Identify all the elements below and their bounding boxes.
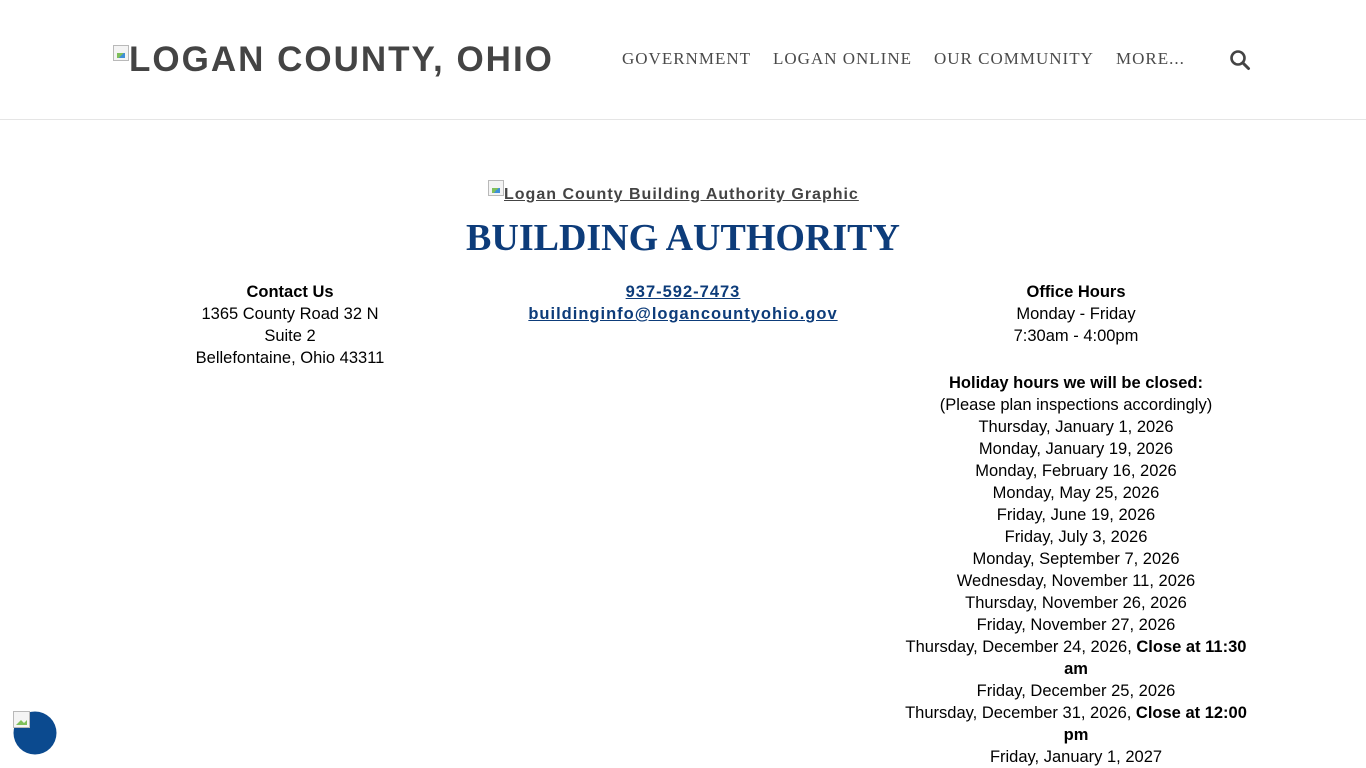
- holiday-item: Wednesday, November 11, 2026: [956, 572, 1196, 590]
- holiday-date: Thursday, December 31, 2026,: [905, 704, 1136, 722]
- office-hours-column: [896, 281, 1256, 768]
- holiday-item: Friday, November 27, 2026: [976, 616, 1176, 634]
- early-close-note: Close at 11:30 am: [1064, 638, 1247, 678]
- site-logo-link[interactable]: [113, 40, 554, 80]
- holiday-item: Friday, June 19, 2026: [996, 506, 1156, 524]
- holiday-date: Thursday, December 24, 2026,: [905, 638, 1137, 656]
- holiday-item: Friday, December 25, 2026: [976, 682, 1176, 700]
- nav-item-government[interactable]: GOVERNMENT: [622, 49, 751, 68]
- page-title: BUILDING AUTHORITY: [466, 217, 900, 259]
- address-line: Suite 2: [264, 327, 316, 345]
- phone-link[interactable]: 937-592-7473: [625, 283, 741, 301]
- building-authority-graphic-link[interactable]: [488, 180, 859, 204]
- office-hours-heading: Office Hours: [1026, 283, 1126, 301]
- office-time: 7:30am - 4:00pm: [1013, 327, 1139, 345]
- site-logo-text: LOGAN COUNTY, OHIO: [129, 40, 554, 79]
- address-line: 1365 County Road 32 N: [201, 305, 379, 323]
- phone-email-column: [483, 281, 883, 325]
- holiday-item: Thursday, November 26, 2026: [965, 594, 1187, 612]
- nav-item-more[interactable]: MORE...: [1116, 49, 1185, 68]
- holiday-item: Thursday, January 1, 2026: [978, 418, 1174, 436]
- spacer: [896, 347, 1256, 372]
- nav-item-our-community[interactable]: OUR COMMUNITY: [934, 49, 1094, 68]
- holiday-item: Monday, January 19, 2026: [978, 440, 1174, 458]
- holiday-item: Friday, July 3, 2026: [1004, 528, 1148, 546]
- early-close-note: Close at 12:00 pm: [1063, 704, 1247, 744]
- office-days: Monday - Friday: [1016, 305, 1136, 323]
- nav-item-logan-online[interactable]: LOGAN ONLINE: [773, 49, 913, 68]
- holiday-heading: Holiday hours we will be closed:: [949, 374, 1203, 392]
- holiday-item: Friday, January 1, 2027: [989, 748, 1163, 766]
- broken-image-icon: [113, 45, 129, 61]
- contact-column: [140, 281, 440, 369]
- holiday-item: Monday, February 16, 2026: [975, 462, 1177, 480]
- site-header: [0, 0, 1366, 120]
- contact-heading: Contact Us: [246, 283, 334, 301]
- building-authority-graphic-alt: Logan County Building Authority Graphic: [504, 186, 859, 203]
- address-line: Bellefontaine, Ohio 43311: [195, 349, 385, 367]
- accessibility-button[interactable]: [13, 711, 57, 755]
- broken-image-icon: [488, 180, 504, 196]
- holiday-item: Monday, May 25, 2026: [992, 484, 1160, 502]
- search-icon: [1229, 49, 1251, 71]
- search-button[interactable]: [1229, 49, 1251, 71]
- holiday-item-new-years-eve: [896, 702, 1256, 746]
- accessibility-icon: [13, 711, 57, 755]
- holiday-item-christmas-eve: [896, 636, 1256, 680]
- holiday-item: Monday, September 7, 2026: [972, 550, 1180, 568]
- holiday-note: (Please plan inspections accordingly): [939, 396, 1213, 414]
- email-link[interactable]: buildinginfo@logancountyohio.gov: [528, 305, 838, 323]
